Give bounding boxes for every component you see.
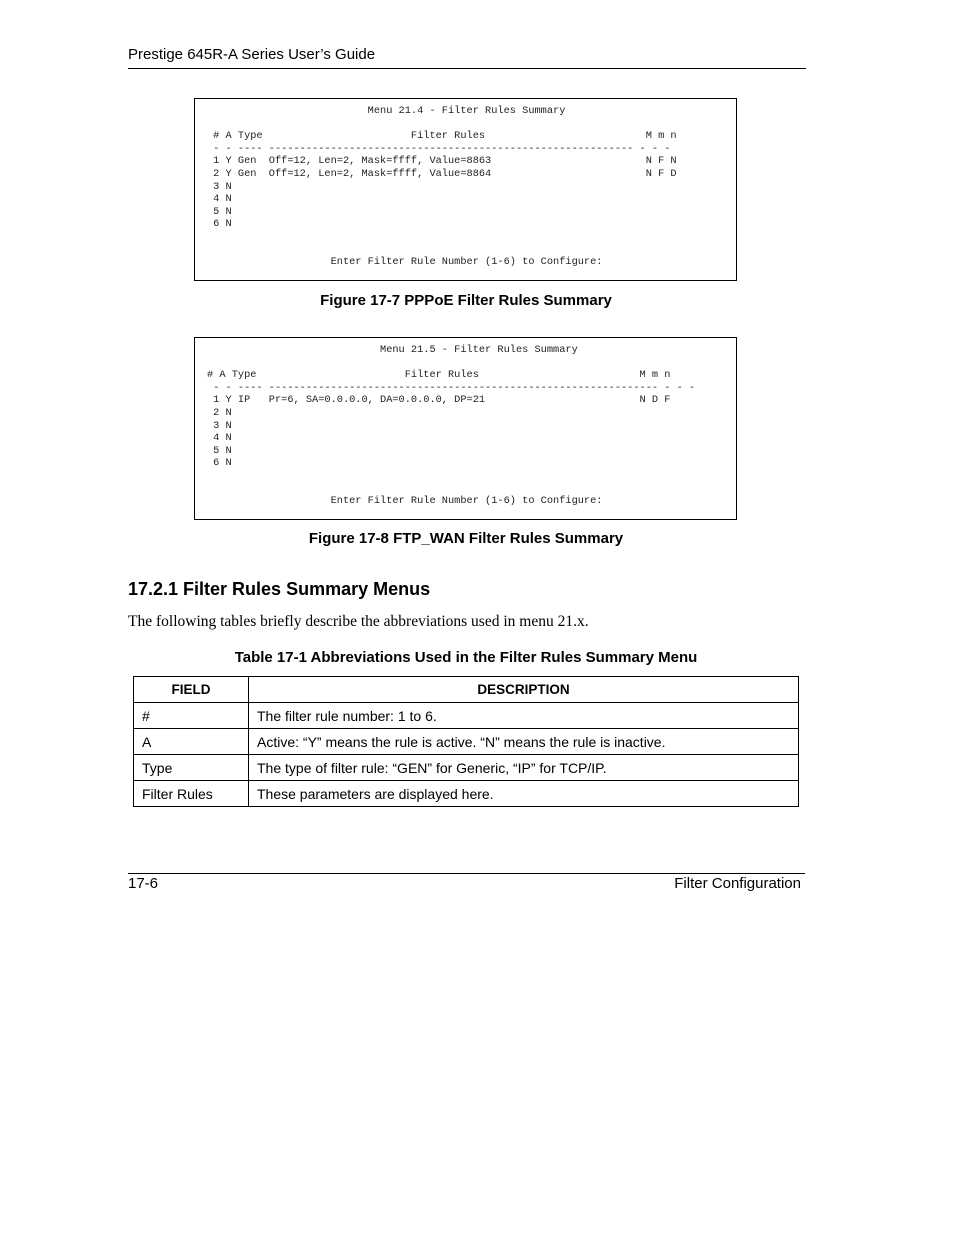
abbreviations-table (133, 676, 799, 807)
column-header-field: FIELD (134, 677, 249, 703)
table-header-row (134, 677, 799, 703)
table-row (134, 755, 799, 781)
figure-17-7-screen (194, 98, 737, 281)
terminal-text: Menu 21.4 - Filter Rules Summary # A Type Filter Rules M m n - - ---- ----------------------------------------------------------- - - - 1 Y Gen Off=12, Len=2, Mask=ffff, Value=8863 N F N 2 Y Gen Off=12, Len=2, Mask=ffff, Value=8864 N F D 3 N 4 N 5 N 6 N Enter Filter Rule Number (1-6) to Configure: (213, 105, 677, 269)
page-number: 17-6 (128, 875, 159, 892)
figure-17-8-caption: Figure 17-8 FTP_WAN Filter Rules Summary (308, 530, 624, 547)
header-divider (128, 68, 806, 69)
figure-17-7-caption: Figure 17-7 PPPoE Filter Rules Summary (320, 292, 612, 309)
field-cell: A (134, 729, 249, 755)
column-header-description: DESCRIPTION (249, 677, 799, 703)
field-cell: # (134, 703, 249, 729)
description-cell: The filter rule number: 1 to 6. (249, 703, 799, 729)
section-heading: 17.2.1 Filter Rules Summary Menus (128, 579, 431, 599)
field-cell: Type (134, 755, 249, 781)
figure-17-8-screen (194, 337, 737, 520)
chapter-title: Filter Configuration (674, 875, 801, 892)
terminal-text: Menu 21.5 - Filter Rules Summary # A Type Filter Rules M m n - - ---- --------------------------------------------------------------- - - - 1 Y IP Pr=6, SA=0.0.0.0, DA=0.0.0.0, DP=21 N D F 2 N 3 N 4 N 5 N 6 N Enter Filter Rule Number (1-6) to Configure: (207, 344, 696, 508)
guide-title: Prestige 645R-A Series User’s Guide (128, 46, 376, 63)
description-cell: These parameters are displayed here. (249, 781, 799, 807)
field-cell: Filter Rules (134, 781, 249, 807)
table-row (134, 729, 799, 755)
table-row (134, 781, 799, 807)
description-cell: The type of filter rule: “GEN” for Generic, “IP” for TCP/IP. (249, 755, 799, 781)
section-intro: The following tables briefly describe the abbreviations used in menu 21.x. (128, 613, 589, 630)
table-row (134, 703, 799, 729)
table-caption: Table 17-1 Abbreviations Used in the Filter Rules Summary Menu (234, 649, 698, 666)
footer-divider (128, 873, 805, 874)
description-cell: Active: “Y” means the rule is active. “N” means the rule is inactive. (249, 729, 799, 755)
